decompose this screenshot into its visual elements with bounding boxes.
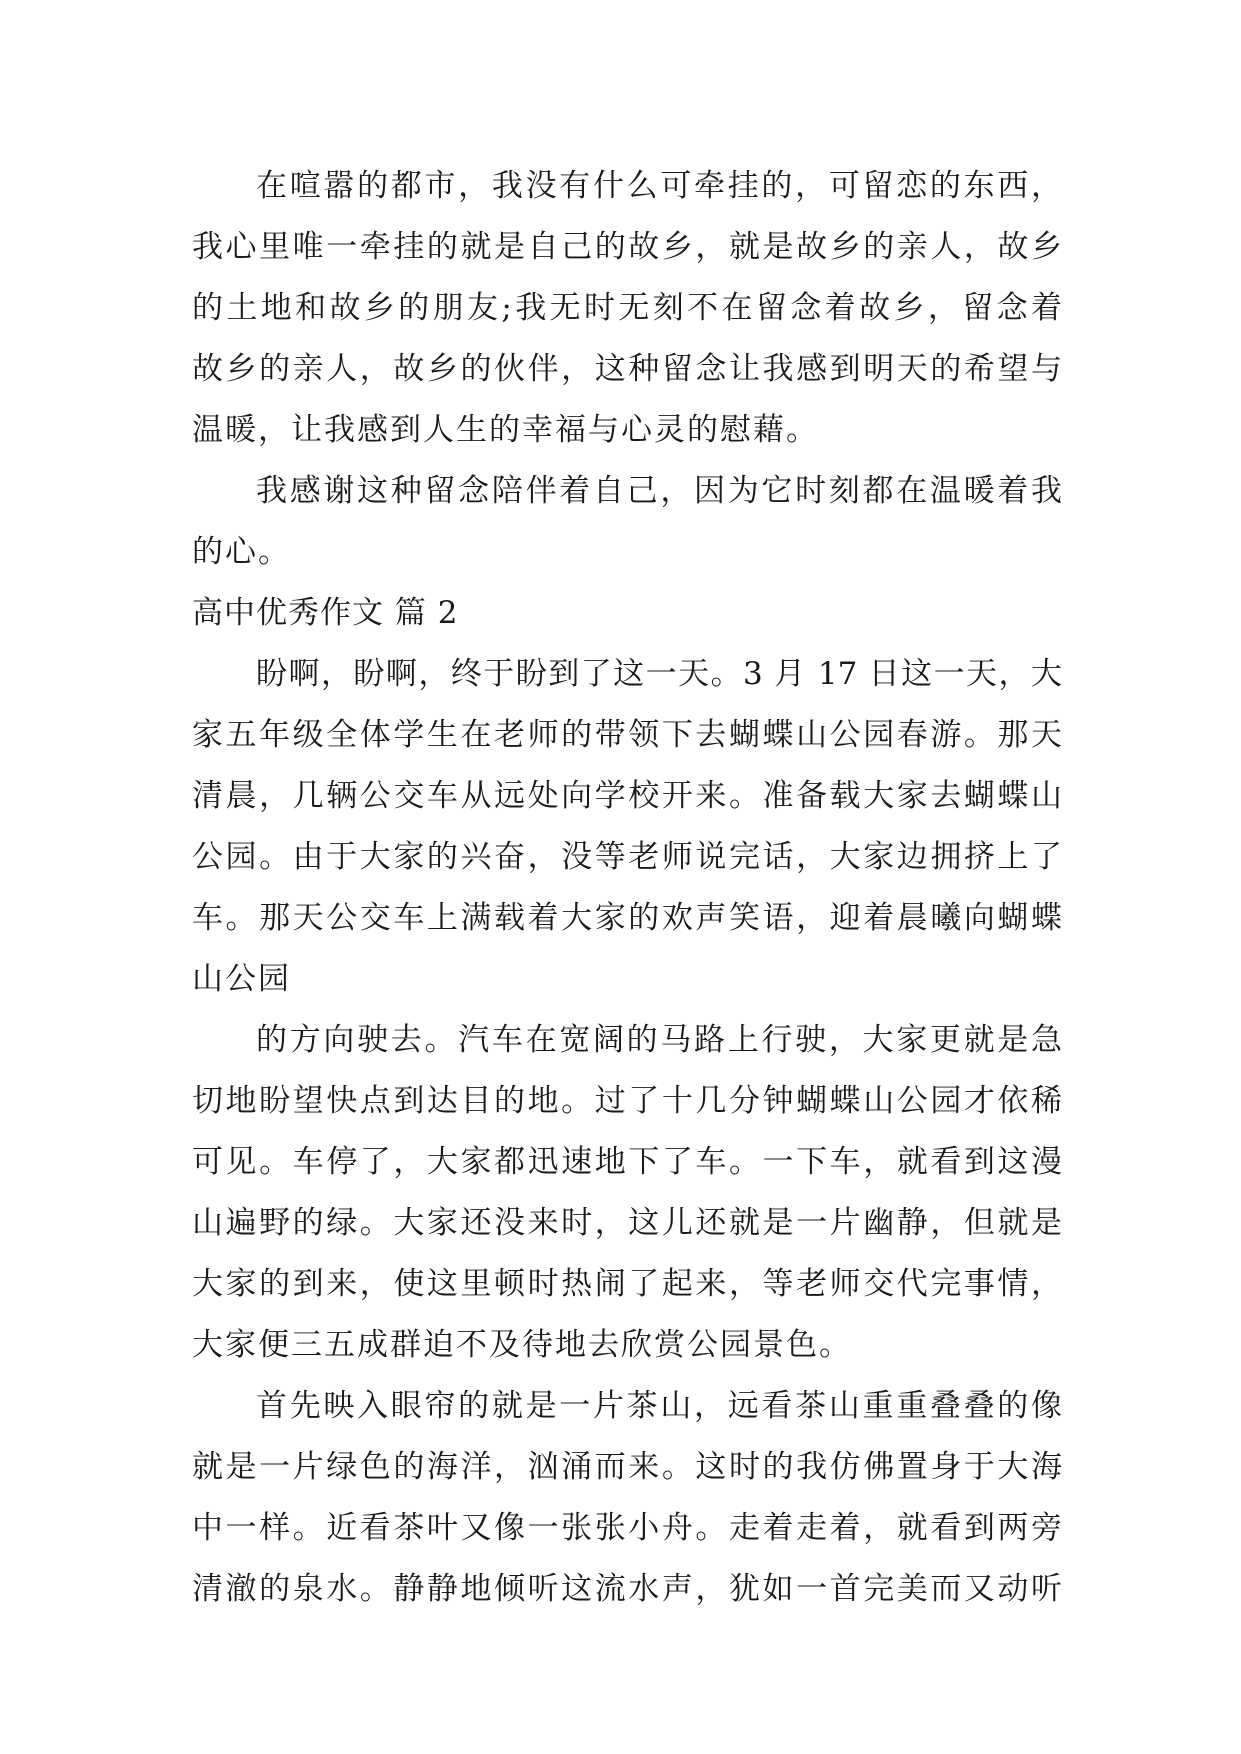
text-line: 的心。	[192, 534, 291, 570]
text-line: 故乡的亲人，故乡的伙伴，这种留念让我感到明天的希望与	[192, 351, 1062, 387]
text-line: 家五年级全体学生在老师的带领下去蝴蝶山公园春游。那天	[192, 717, 1062, 753]
text-line: 盼啊，盼啊，终于盼到了这一天。3 月 17 日这一天，大	[256, 656, 1062, 692]
text-line: 山公园	[192, 961, 291, 997]
text-line: 中一样。近看茶叶又像一张张小舟。走着走着，就看到两旁	[192, 1510, 1062, 1546]
text-line: 在喧嚣的都市，我没有什么可牵挂的，可留恋的东西，	[256, 168, 1062, 204]
text-line: 公园。由于大家的兴奋，没等老师说完话，大家边拥挤上了	[192, 839, 1062, 875]
text-line: 大家的到来，使这里顿时热闹了起来，等老师交代完事情，	[192, 1266, 1062, 1302]
text-line: 的土地和故乡的朋友;我无时无刻不在留念着故乡，留念着	[192, 290, 1062, 326]
text-line: 就是一片绿色的海洋，汹涌而来。这时的我仿佛置身于大海	[192, 1449, 1062, 1485]
text-line: 温暖，让我感到人生的幸福与心灵的慰藉。	[192, 412, 819, 448]
text-line: 车。那天公交车上满载着大家的欢声笑语，迎着晨曦向蝴蝶	[192, 900, 1062, 936]
text-line: 的方向驶去。汽车在宽阔的马路上行驶，大家更就是急	[256, 1022, 1062, 1058]
text-line: 我感谢这种留念陪伴着自己，因为它时刻都在温暖着我	[256, 473, 1062, 509]
text-line: 大家便三五成群迫不及待地去欣赏公园景色。	[192, 1327, 852, 1363]
section-heading: 高中优秀作文 篇 2	[192, 595, 459, 631]
text-line: 我心里唯一牵挂的就是自己的故乡，就是故乡的亲人，故乡	[192, 229, 1062, 265]
text-line: 清澈的泉水。静静地倾听这流水声，犹如一首完美而又动听	[192, 1571, 1062, 1607]
text-line: 可见。车停了，大家都迅速地下了车。一下车，就看到这漫	[192, 1144, 1062, 1180]
text-line: 清晨，几辆公交车从远处向学校开来。准备载大家去蝴蝶山	[192, 778, 1062, 814]
text-line: 首先映入眼帘的就是一片茶山，远看茶山重重叠叠的像	[256, 1388, 1062, 1424]
text-line: 山遍野的绿。大家还没来时，这儿还就是一片幽静，但就是	[192, 1205, 1062, 1241]
text-line: 切地盼望快点到达目的地。过了十几分钟蝴蝶山公园才依稀	[192, 1083, 1062, 1119]
